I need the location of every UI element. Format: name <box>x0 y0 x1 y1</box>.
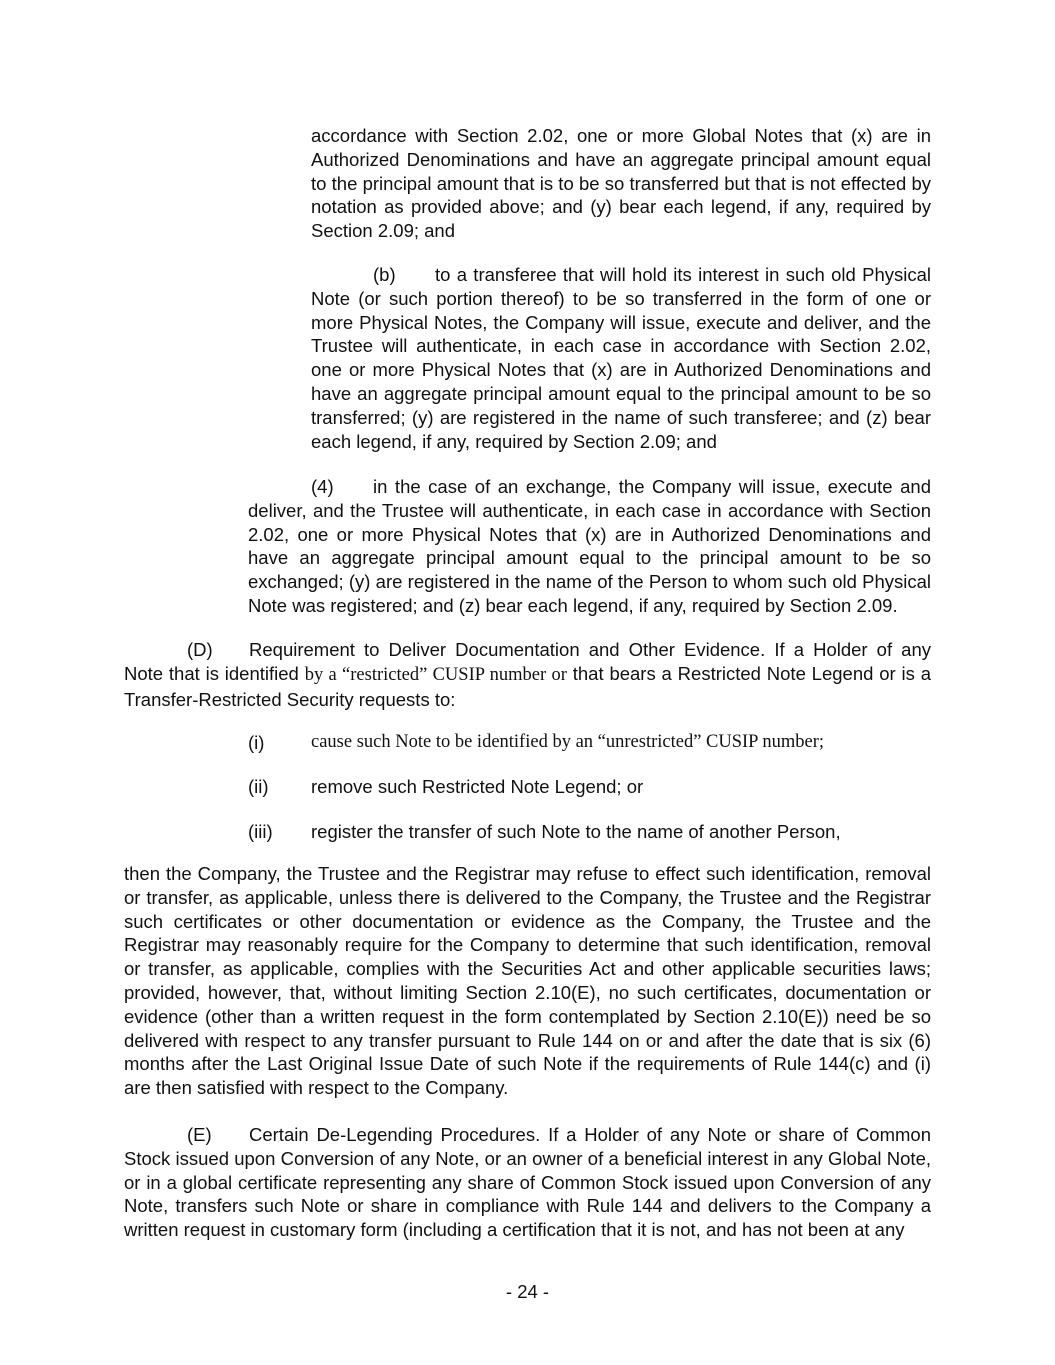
section-e-heading: Certain De-Legending Procedures. <box>249 1124 541 1145</box>
paragraph-4-text: in the case of an exchange, the Company will issue, execute and deliver, and the Trustee will authenticate, in each case in accordance with Section 2.02, one or more Physical Notes that (x) are in Authorized Denominations and have an aggregate principal amount equal to the principal amount to be so exchanged; (y) are registered in the name of the Person to whom such old Physical Note was registered; and (z) bear each legend, if any, required by Section 2.09. <box>248 476 931 616</box>
section-d-paragraph <box>124 638 931 711</box>
section-e-paragraph <box>124 1123 931 1242</box>
section-d-label: (D) <box>187 639 213 660</box>
section-d-heading: Requirement to Deliver Documentation and Other Evidence. <box>249 639 766 660</box>
list-item-label: (ii) <box>248 776 269 797</box>
list-item-label: (iii) <box>248 821 273 842</box>
paragraph-b-text: to a transferee that will hold its interest in such old Physical Note (or such portion thereof) to be so transferred in the form of one or more Physical Notes, the Company will issue, execute and deliver, and the Trustee will authenticate, in each case in accordance with Section 2.02, one or more Physical Notes that (x) are in Authorized Denominations and have an aggregate principal amount equal to the principal amount to be so transferred; (y) are registered in the name of such transferee; and (z) bear each legend, if any, required by Section 2.09; and <box>311 264 931 452</box>
section-e-label: (E) <box>187 1124 212 1145</box>
then-paragraph: then the Company, the Trustee and the Registrar may refuse to effect such identification, removal or transfer, as applicable, unless there is delivered to the Company, the Trustee and the Registrar such certificates or other documentation or evidence as the Company, the Trustee and the Registrar may reasonably require for the Company to determine that such identification, removal or transfer, as applicable, complies with the Securities Act and other applicable securities laws; provided, however, that, without limiting Section 2.10(E), no such certificates, documentation or evidence (other than a written request in the form contemplated by Section 2.10(E)) need be so delivered with respect to any transfer pursuant to Rule 144 on or and after the date that is six (6) months after the Last Original Issue Date of such Note if the requirements of Rule 144(c) and (i) are then satisfied with respect to the Company. <box>124 863 931 1099</box>
section-d-text-before: If a Holder of any Note that is identified <box>124 639 932 684</box>
section-e-text: If a Holder of any Note or share of Common Stock issued upon Conversion of any Note, or an owner of a beneficial interest in any Global Note, or in a global certificate representing any share of Common Stock issued upon Conversion of any Note, transfers such Note or share in compliance with Rule 144 and delivers to the Company a written request in customary form (including a certification that it is not, and has not been at any <box>124 1124 931 1241</box>
paragraph-4-label: (4) <box>311 476 334 497</box>
list-item-text: register the transfer of such Note to the name of another Person, <box>311 821 841 842</box>
section-d-text-after: that bears a Restricted Note Legend or is a Transfer-Restricted Security requests to: <box>124 662 932 710</box>
list-item-text: remove such Restricted Note Legend; or <box>311 776 644 797</box>
paragraph-4 <box>248 475 931 618</box>
list-item-text: cause such Note to be identified by an “unrestricted” CUSIP number; <box>311 732 825 752</box>
continued-paragraph: accordance with Section 2.02, one or more Global Notes that (x) are in Authorized Denominations and have an aggregate principal amount equal to the principal amount that is to be so transferred but that is not effected by notation as provided above; and (y) bear each legend, if any, required by Section 2.09; and <box>311 125 931 242</box>
page-number: - 24 - <box>505 1281 550 1302</box>
section-d-text-serif: by a “restricted” CUSIP number or <box>304 664 567 685</box>
list-item-label: (i) <box>248 732 265 753</box>
paragraph-b-label: (b) <box>373 264 396 285</box>
paragraph-b <box>311 263 931 453</box>
